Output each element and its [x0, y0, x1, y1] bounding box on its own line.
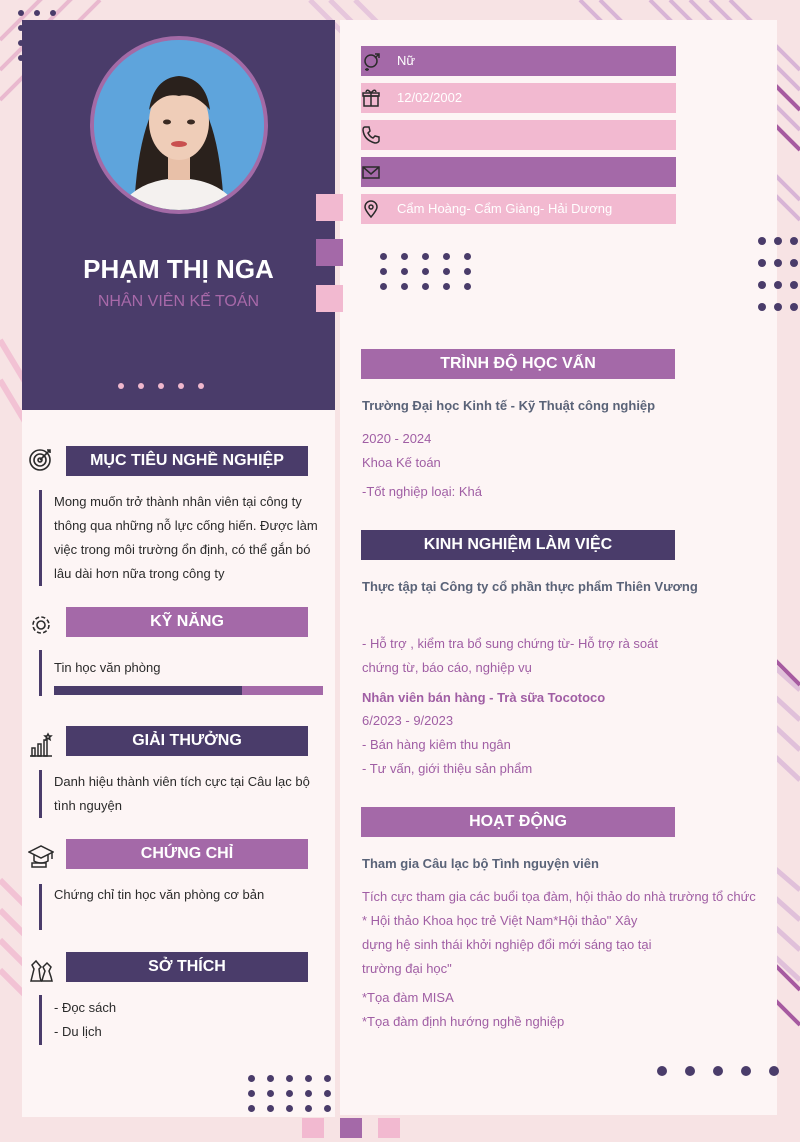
hobbies-divider	[39, 995, 42, 1045]
activity-line: dựng hệ sinh thái khởi nghiệp đổi mới sáng tạo tại	[362, 937, 652, 952]
objective-line: việc trong môi trường ổn định, có thể gắn bó	[54, 542, 311, 557]
objective-text	[54, 490, 320, 586]
tab-pink-1	[316, 194, 343, 221]
gender-icon	[361, 51, 381, 71]
education-note: -Tốt nghiệp loại: Khá	[362, 484, 482, 499]
job2-line: 6/2023 - 9/2023	[362, 713, 454, 728]
gender-value: Nữ	[397, 53, 416, 68]
activities-heading: HOẠT ĐỘNG	[361, 807, 675, 837]
chess-icon	[28, 957, 54, 983]
certificates-heading: CHỨNG CHỈ	[66, 839, 308, 869]
phone-icon	[361, 125, 381, 145]
activities-details	[362, 885, 756, 981]
job1-title: Thực tập tại Công ty cổ phần thực phẩm Thiên Vương	[362, 579, 698, 594]
dots-bottom-right	[657, 1066, 779, 1076]
awards-divider	[39, 770, 42, 818]
job2-details	[362, 709, 532, 781]
bottom-tab-pink-2	[378, 1118, 400, 1138]
tab-purple	[316, 239, 343, 266]
awards-heading: GIẢI THƯỞNG	[66, 726, 308, 756]
bottom-tab-pink-1	[302, 1118, 324, 1138]
job1-line: chứng từ, báo cáo, nghiệp vụ	[362, 660, 532, 675]
hobbies-text	[54, 996, 320, 1044]
hobby-item: - Đọc sách	[54, 1000, 117, 1015]
target-icon	[28, 446, 54, 472]
job2-line: - Bán hàng kiêm thu ngân	[362, 737, 511, 752]
address-value: Cẩm Hoàng- Cẩm Giàng- Hải Dương	[397, 201, 613, 216]
skills-heading: KỸ NĂNG	[66, 607, 308, 637]
avatar	[90, 36, 268, 214]
hobbies-heading: SỞ THÍCH	[66, 952, 308, 982]
profile-card	[22, 20, 335, 410]
education-line: Khoa Kế toán	[362, 455, 441, 470]
info-phone	[361, 120, 676, 150]
education-line: 2020 - 2024	[362, 431, 432, 446]
dots-middle	[380, 253, 472, 290]
awards-text	[54, 770, 320, 818]
education-details	[362, 427, 441, 475]
skill-bar-fill	[54, 686, 242, 695]
award-chart-icon	[28, 732, 54, 758]
job2-title: Nhân viên bán hàng - Trà sữa Tocotoco	[362, 690, 606, 705]
experience-heading: KINH NGHIỆM LÀM VIỆC	[361, 530, 675, 560]
dots-right	[758, 237, 798, 311]
job1-line: - Hỗ trợ , kiểm tra bổ sung chứng từ- Hỗ trợ rà soát	[362, 636, 658, 651]
education-heading: TRÌNH ĐỘ HỌC VẤN	[361, 349, 675, 379]
certificates-text: Chứng chỉ tin học văn phòng cơ bản	[54, 887, 265, 902]
hobby-item: - Du lịch	[54, 1024, 102, 1039]
info-gender	[361, 46, 676, 76]
mail-icon	[361, 162, 381, 182]
dots-bottom-left	[248, 1075, 331, 1112]
certificates-divider	[39, 884, 42, 930]
job2-line: - Tư vấn, giới thiệu sản phẩm	[362, 761, 533, 776]
objective-line: thông qua những nỗ lực cống hiến. Được làm	[54, 518, 318, 533]
birthday-value: 12/02/2002	[397, 90, 463, 105]
info-email	[361, 157, 676, 187]
graduation-cap-icon	[28, 843, 54, 869]
bottom-tab-purple	[340, 1118, 362, 1138]
tab-pink-2	[316, 285, 343, 312]
objective-line: lâu dài hơn nữa trong công ty	[54, 566, 225, 581]
profile-dots	[118, 383, 204, 389]
awards-line: tình nguyện	[54, 798, 122, 813]
awards-line: Danh hiệu thành viên tích cực tại Câu lạc bộ	[54, 774, 310, 789]
activity-line: Tích cực tham gia các buổi tọa đàm, hội thảo do nhà trường tổ chức	[362, 889, 756, 904]
talk-item: *Tọa đàm định hướng nghề nghiệp	[362, 1014, 565, 1029]
skill-bar	[54, 686, 323, 695]
job1-details	[362, 632, 658, 680]
portrait-photo	[94, 40, 264, 210]
education-school: Trường Đại học Kinh tế - Kỹ Thuật công nghiệp	[362, 398, 656, 413]
objective-heading: MỤC TIÊU NGHỀ NGHIỆP	[66, 446, 308, 476]
gift-icon	[361, 88, 381, 108]
location-pin-icon	[361, 199, 381, 219]
skills-divider	[39, 650, 42, 696]
objective-line: Mong muốn trở thành nhân viên tại công ty	[54, 494, 302, 509]
skill-label: Tin học văn phòng	[54, 660, 161, 675]
gear-icon	[28, 612, 54, 638]
activity-line: trường đại học"	[362, 961, 452, 976]
candidate-name: PHẠM THỊ NGA	[83, 254, 274, 284]
activity-line: * Hội thảo Khoa học trẻ Việt Nam*Hội thảo" Xây	[362, 913, 638, 928]
activities-subheading: Tham gia Câu lạc bộ Tình nguyện viên	[362, 856, 599, 871]
candidate-role: NHÂN VIÊN KẾ TOÁN	[97, 293, 260, 310]
talk-item: *Tọa đàm MISA	[362, 990, 454, 1005]
info-birthday	[361, 83, 676, 113]
activities-talks	[362, 986, 564, 1034]
objective-divider	[39, 490, 42, 586]
info-address	[361, 194, 676, 224]
